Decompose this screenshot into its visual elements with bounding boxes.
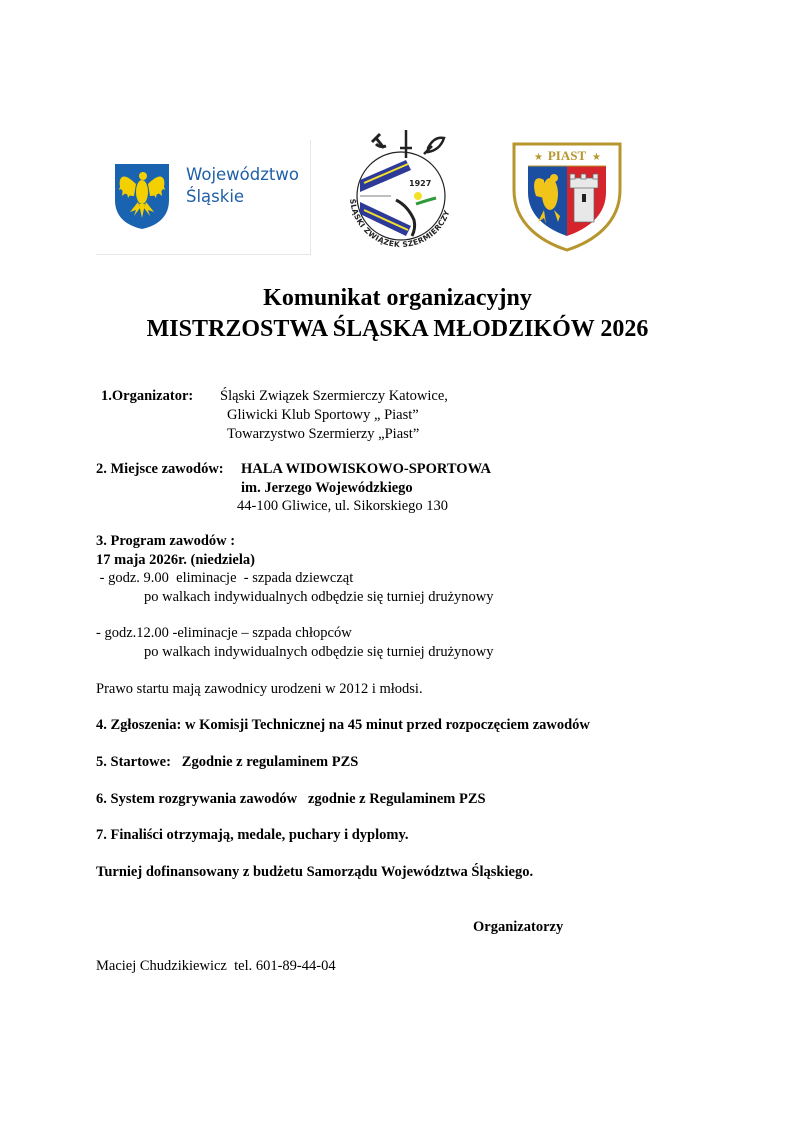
fencing-association-logo-icon <box>336 124 466 254</box>
program-item-1-time: - godz. 9.00 eliminacje - szpada dziewcząt <box>96 570 354 586</box>
funding-text: Turniej dofinansowany z budżetu Samorządu Województwa Śląskiego. <box>96 864 534 880</box>
piast-top-text: PIAST <box>547 148 587 163</box>
program-item-1-note: po walkach indywidualnych odbędzie się turniej drużynowy <box>144 589 494 605</box>
eligibility-text: Prawo startu mają zawodnicy urodzeni w 2012 i młodsi. <box>96 681 423 697</box>
document-subtitle: MISTRZOSTWA ŚLĄSKA MŁODZIKÓW 2026 <box>146 316 649 342</box>
prizes-text: 7. Finaliści otrzymają, medale, puchary i dyplomy. <box>96 827 409 843</box>
organizer-line-2: Gliwicki Klub Sportowy „ Piast” <box>227 407 419 423</box>
slaski-zwiazek-szermierczy-logo <box>336 124 466 254</box>
contact-info: Maciej Chudzikiewicz tel. 601-89-44-04 <box>96 958 336 974</box>
venue-name-2: im. Jerzego Wojewódzkiego <box>241 480 413 496</box>
logo-year: 1927 <box>409 179 432 188</box>
svg-text:★: ★ <box>592 152 601 163</box>
gliwicki-klub-sportowy-piast-logo <box>508 136 626 252</box>
registration-text: 4. Zgłoszenia: w Komisji Technicznej na 45 minut przed rozpoczęciem zawodów <box>96 717 590 733</box>
wojewodztwo-slaskie-logo <box>96 140 311 255</box>
venue-name: HALA WIDOWISKOWO-SPORTOWA <box>241 461 491 477</box>
fee-text: 5. Startowe: Zgodnie z regulaminem PZS <box>96 754 359 770</box>
system-text: 6. System rozgrywania zawodów zgodnie z Regulaminem PZS <box>96 791 486 807</box>
silesian-eagle-coat-of-arms-icon <box>112 162 172 230</box>
signature: Organizatorzy <box>473 919 564 935</box>
logo-ring-text: ŚLĄSKI ZWIĄZEK SZERMIERCZY <box>348 198 452 250</box>
program-date: 17 maja 2026r. (niedziela) <box>96 552 255 568</box>
organizer-line-3: Towarzystwo Szermierzy „Piast” <box>227 426 420 442</box>
wojewodztwo-line2: Śląskie <box>186 187 245 206</box>
venue-address: 44-100 Gliwice, ul. Sikorskiego 130 <box>237 498 449 514</box>
wojewodztwo-line1: Województwo <box>186 165 299 184</box>
venue-label: 2. Miejsce zawodów: <box>96 461 224 477</box>
svg-text:★: ★ <box>534 152 543 163</box>
program-item-2-time: - godz.12.00 -eliminacje – szpada chłopców <box>96 625 352 641</box>
document-title: Komunikat organizacyjny <box>263 285 532 311</box>
program-item-2-note: po walkach indywidualnych odbędzie się turniej drużynowy <box>144 644 494 660</box>
organizer-label: 1.Organizator: <box>101 388 194 404</box>
program-label: 3. Program zawodów : <box>96 533 236 549</box>
organizer-line-1: Śląski Związek Szermierczy Katowice, <box>220 388 448 404</box>
piast-club-crest-icon <box>508 136 626 252</box>
wojewodztwo-logo-text <box>186 164 299 208</box>
